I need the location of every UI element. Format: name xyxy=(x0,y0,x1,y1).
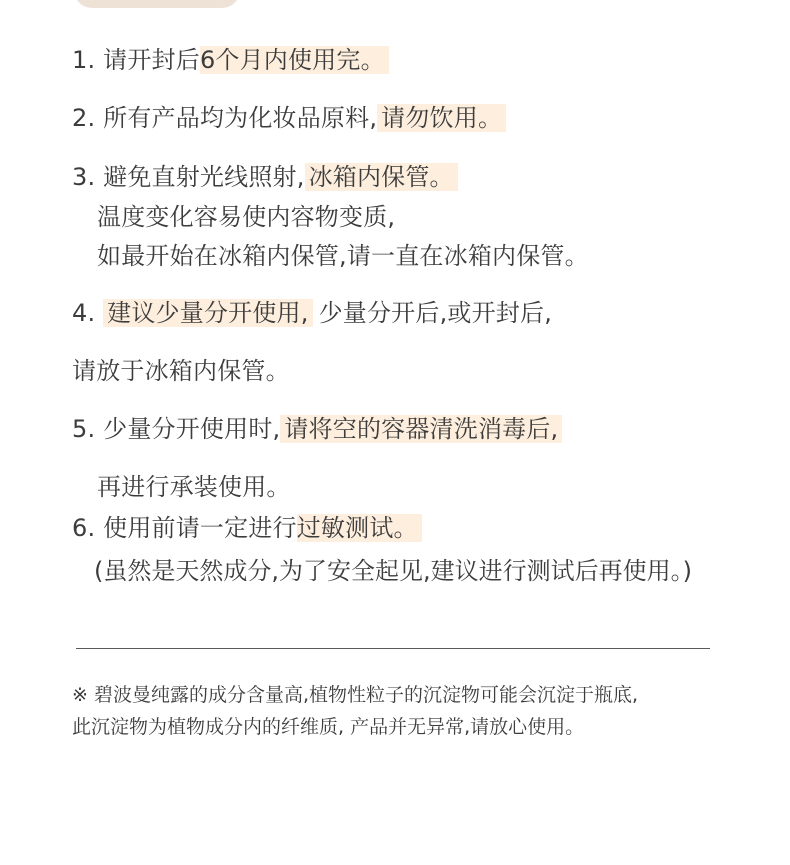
item-1 xyxy=(72,44,389,76)
item-2-text: 2. 所有产品均为化妆品原料, xyxy=(72,104,378,132)
item-6-continuation-1: (虽然是天然成分,为了安全起见,建议进行测试后再使用。) xyxy=(94,557,692,585)
item-2 xyxy=(72,102,506,134)
item-6-highlight: 过敏测试。 xyxy=(297,514,422,542)
item-6-text: 6. 使用前请一定进行 xyxy=(72,514,297,542)
item-4 xyxy=(72,297,552,329)
item-4-continuation-1: 请放于冰箱内保管。 xyxy=(72,357,290,385)
item-4-highlight: 建议少量分开使用, xyxy=(103,299,312,327)
footnote-line-2: 此沉淀物为植物成分内的纤维质, 产品并无异常,请放心使用。 xyxy=(72,716,585,738)
item-6 xyxy=(72,512,422,544)
item-2-highlight: 请勿饮用。 xyxy=(377,104,506,132)
item-4-suffix: 少量分开后,或开封后, xyxy=(318,299,553,327)
item-4-number: 4. xyxy=(72,299,104,327)
item-3-continuation-2: 如最开始在冰箱内保管,请一直在冰箱内保管。 xyxy=(97,242,589,270)
item-5-continuation-1: 再进行承装使用。 xyxy=(97,473,291,501)
item-3 xyxy=(72,161,458,193)
item-3-text: 3. 避免直射光线照射, xyxy=(72,163,305,191)
item-1-highlight: 6个月内使用完。 xyxy=(200,46,389,74)
item-1-text: 1. 请开封后 xyxy=(72,46,200,74)
item-5-text: 5. 少量分开使用时, xyxy=(72,415,281,443)
top-tab-decoration xyxy=(74,0,240,8)
item-5 xyxy=(72,413,562,445)
item-5-highlight: 请将空的容器清洗消毒后, xyxy=(280,415,562,443)
footnote-line-1: ※ 碧波曼纯露的成分含量高,植物性粒子的沉淀物可能会沉淀于瓶底, xyxy=(72,684,639,706)
item-3-continuation-1: 温度变化容易使内容物变质, xyxy=(97,203,396,231)
item-3-highlight: 冰箱内保管。 xyxy=(305,163,458,191)
divider xyxy=(76,648,710,649)
